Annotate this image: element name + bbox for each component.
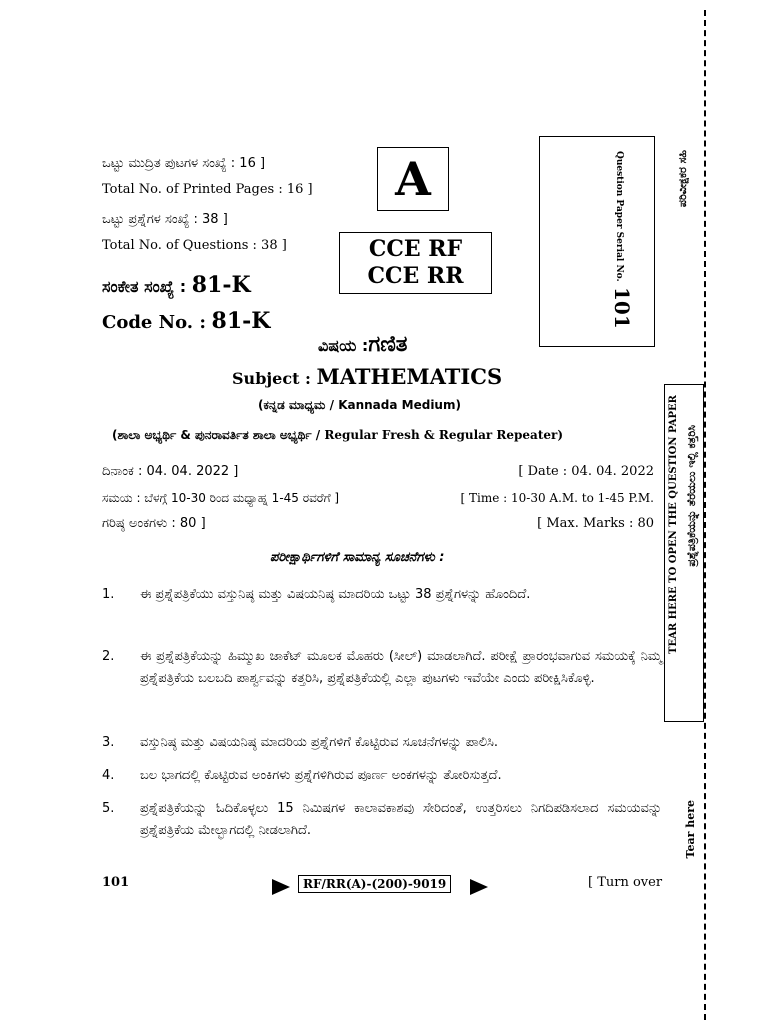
max-marks-en: [ Max. Marks : 80 bbox=[537, 516, 654, 531]
tear-here-label: Tear here bbox=[684, 800, 697, 859]
paper-code-box: RF/RR(A)-(200)-9019 bbox=[298, 875, 451, 893]
subject-en-value: MATHEMATICS bbox=[316, 364, 503, 389]
code-kn-value: 81-K bbox=[191, 272, 251, 298]
tear-dashed-line bbox=[704, 10, 706, 1020]
code-en-label: Code No. : bbox=[102, 312, 206, 333]
instruction-item bbox=[102, 584, 662, 606]
subject-kn-label: ವಿಷಯ : bbox=[318, 336, 369, 355]
questions-count-kn: ಒಟ್ಟು ಪ್ರಶ್ನೆಗಳ ಸಂಖ್ಯೆ : 38 ] bbox=[102, 212, 228, 227]
right-arrow-icon bbox=[272, 879, 290, 895]
date-en: [ Date : 04. 04. 2022 bbox=[518, 464, 654, 479]
cce-line-2: CCE RR bbox=[367, 263, 464, 289]
code-en-value: 81-K bbox=[211, 308, 271, 334]
instruction-item bbox=[102, 765, 662, 787]
instruction-text: ಈ ಪ್ರಶ್ನೆಪತ್ರಿಕೆಯನ್ನು ಹಿಮ್ಮುಖ ಜಾಕೆಟ್ ಮೂಲಕ ಮೊಹರು (ಸೀಲ್) ಮಾಡಲಾಗಿದೆ. ಪರೀಕ್ಷೆ ಪ್ರಾರಂಭವಾಗುವ ಸಮಯಕ್ಕೆ ನಿಮ್ಮ ಪ್ರಶ್ನೆಪತ್ರಿಕೆಯ ಬಲಬದಿ ಪಾರ್ಶ್ವವನ್ನು ಕತ್ತರಿಸಿ, ಪ್ರಶ್ನೆಪತ್ರಿಕೆಯಲ್ಲಿ ಎಲ್ಲಾ ಪುಟಗಳು ಇವೆಯೇ ಎಂದು ಪರೀಕ್ಷಿಸಿಕೊಳ್ಳಿ. bbox=[140, 649, 662, 686]
time-en: [ Time : 10-30 A.M. to 1-45 P.M. bbox=[460, 491, 654, 505]
instruction-number: 1. bbox=[102, 587, 115, 602]
invigilator-signature-label: ಪರಿವೀಕ್ಷಕರ ಸಹಿ bbox=[676, 150, 689, 208]
instruction-text: ಪ್ರಶ್ನೆಪತ್ರಿಕೆಯನ್ನು ಓದಿಕೊಳ್ಳಲು 15 ನಿಮಿಷಗಳ ಕಾಲಾವಕಾಶವು ಸೇರಿದಂತೆ, ಉತ್ತರಿಸಲು ನಿಗದಿಪಡಿಸಲಾದ ಸಮಯವನ್ನು ಪ್ರಶ್ನೆಪತ್ರಿಕೆಯ ಮೇಲ್ಭಾಗದಲ್ಲಿ ನೀಡಲಾಗಿದೆ. bbox=[140, 801, 662, 838]
instruction-item bbox=[102, 646, 662, 690]
cce-line-1: CCE RF bbox=[368, 236, 463, 262]
subject-kn-value: ಗಣಿತ bbox=[368, 332, 408, 357]
serial-value: 101 bbox=[610, 287, 634, 329]
subject-en bbox=[232, 364, 502, 389]
tear-here-kn: ಪ್ರಶ್ನೆಪತ್ರಿಕೆಯನ್ನು ತೆರೆಯಲು ಇಲ್ಲಿ ಕತ್ತರಿಸಿ bbox=[685, 425, 698, 567]
serial-number-box bbox=[539, 136, 655, 347]
candidates-kn: (ಶಾಲಾ ಅಭ್ಯರ್ಥಿ & ಪುನರಾವರ್ತಿತ ಶಾಲಾ ಅಭ್ಯರ್ಥಿ / bbox=[112, 428, 321, 442]
instruction-text: ಈ ಪ್ರಶ್ನೆಪತ್ರಿಕೆಯು ವಸ್ತುನಿಷ್ಠ ಮತ್ತು ವಿಷಯನಿಷ್ಠ ಮಾದರಿಯ ಒಟ್ಟು 38 ಪ್ರಶ್ನೆಗಳನ್ನು ಹೊಂದಿದೆ. bbox=[140, 587, 531, 602]
instruction-text: ವಸ್ತುನಿಷ್ಠ ಮತ್ತು ವಿಷಯನಿಷ್ಠ ಮಾದರಿಯ ಪ್ರಶ್ನೆಗಳಿಗೆ ಕೊಟ್ಟಿರುವ ಸೂಚನೆಗಳನ್ನು ಪಾಲಿಸಿ. bbox=[140, 735, 499, 750]
instruction-text: ಬಲ ಭಾಗದಲ್ಲಿ ಕೊಟ್ಟಿರುವ ಅಂಕಿಗಳು ಪ್ರಶ್ನೆಗಳಿಗಿರುವ ಪೂರ್ಣ ಅಂಕಗಳನ್ನು ತೋರಿಸುತ್ತದೆ. bbox=[140, 768, 502, 783]
code-number-kn bbox=[102, 272, 251, 298]
medium-label: (ಕನ್ನಡ ಮಾಧ್ಯಮ / Kannada Medium) bbox=[258, 398, 461, 412]
turn-over-label: [ Turn over bbox=[588, 875, 663, 890]
date-kn: ದಿನಾಂಕ : 04. 04. 2022 ] bbox=[102, 464, 239, 479]
instruction-item bbox=[102, 732, 662, 754]
candidate-type bbox=[112, 428, 563, 443]
instruction-item bbox=[102, 798, 662, 842]
tear-strip bbox=[664, 384, 704, 722]
right-arrow-icon bbox=[470, 879, 488, 895]
cce-box bbox=[339, 232, 492, 294]
serial-label: Question Paper Serial No. bbox=[614, 151, 624, 282]
max-marks-kn: ಗರಿಷ್ಠ ಅಂಕಗಳು : 80 ] bbox=[102, 516, 206, 531]
page-number: 101 bbox=[102, 875, 130, 890]
version-box: A bbox=[377, 147, 449, 211]
subject-kn bbox=[318, 332, 407, 357]
code-kn-label: ಸಂಕೇತ ಸಂಖ್ಯೆ : bbox=[102, 277, 187, 296]
instruction-number: 4. bbox=[102, 768, 115, 783]
tear-here-en: TEAR HERE TO OPEN THE QUESTION PAPER bbox=[668, 395, 679, 654]
instruction-number: 5. bbox=[102, 801, 115, 816]
code-number-en bbox=[102, 308, 270, 334]
instruction-number: 3. bbox=[102, 735, 115, 750]
instruction-number: 2. bbox=[102, 649, 115, 664]
printed-pages-en: Total No. of Printed Pages : 16 ] bbox=[102, 182, 313, 197]
printed-pages-kn: ಒಟ್ಟು ಮುದ್ರಿತ ಪುಟಗಳ ಸಂಖ್ಯೆ : 16 ] bbox=[102, 156, 266, 171]
time-kn: ಸಮಯ : ಬೆಳಗ್ಗೆ 10-30 ರಿಂದ ಮಧ್ಯಾಹ್ನ 1-45 ರವರೆಗೆ ] bbox=[102, 491, 340, 505]
candidates-en: Regular Fresh & Regular Repeater) bbox=[324, 428, 563, 442]
subject-en-label: Subject : bbox=[232, 369, 311, 388]
questions-count-en: Total No. of Questions : 38 ] bbox=[102, 238, 287, 253]
instructions-heading: ಪರೀಕ್ಷಾರ್ಥಿಗಳಿಗೆ ಸಾಮಾನ್ಯ ಸೂಚನೆಗಳು : bbox=[270, 550, 445, 565]
